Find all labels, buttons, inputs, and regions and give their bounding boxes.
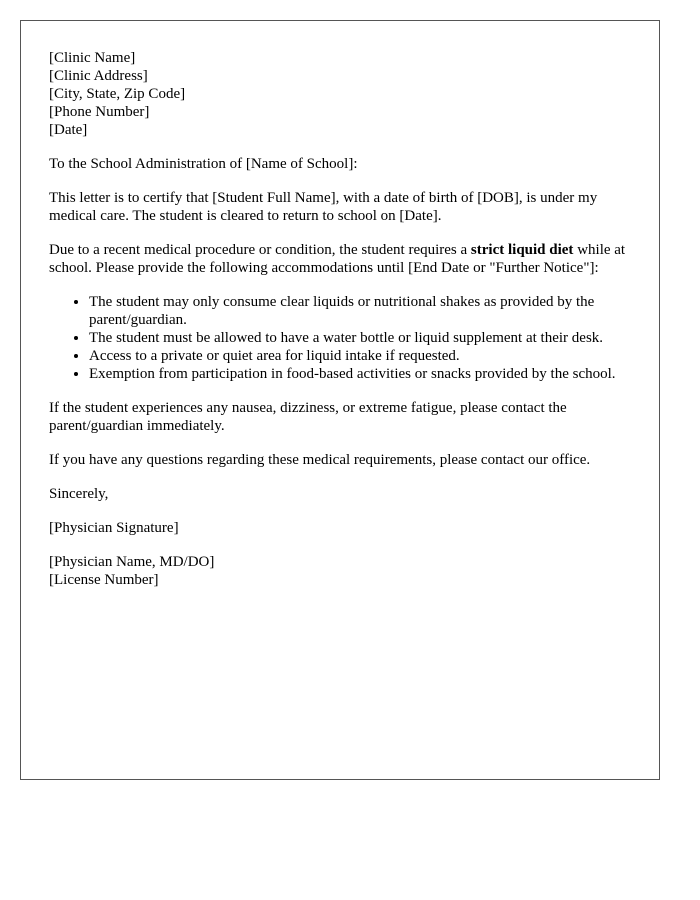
letter-date: [Date]	[49, 122, 88, 138]
symptoms-paragraph: If the student experiences any nausea, dizziness, or extreme fatigue, please contact the parent/guardian immediately.	[49, 400, 567, 434]
license-number: [License Number]	[49, 572, 159, 588]
accommodations-list	[49, 293, 639, 383]
diet-emphasis: strict liquid diet	[470, 242, 574, 258]
letter-page	[20, 20, 660, 780]
list-item: • The student must be allowed to have a water bottle or liquid supplement at their desk.	[89, 329, 639, 347]
questions-paragraph: If you have any questions regarding these medical requirements, please contact our office.	[49, 452, 591, 468]
certification-paragraph: This letter is to certify that [Student Full Name], with a date of birth of [DOB], is under my medical care. The student is cleared to return to school on [Date].	[49, 190, 598, 224]
diet-text-before: Due to a recent medical procedure or condition, the student requires a	[49, 242, 471, 258]
clinic-city-state-zip: [City, State, Zip Code]	[49, 86, 186, 102]
physician-signature: [Physician Signature]	[49, 520, 179, 536]
clinic-phone: [Phone Number]	[49, 104, 150, 120]
diet-text-after: while at school. Please provide the following accommodations until [End Date or "Further Notice"]:	[49, 242, 626, 276]
diet-requirement-paragraph	[49, 241, 639, 277]
closing: Sincerely,	[49, 486, 109, 502]
letter-content	[49, 49, 639, 589]
clinic-name: [Clinic Name]	[49, 50, 136, 66]
clinic-address: [Clinic Address]	[49, 68, 148, 84]
letterhead	[49, 49, 639, 139]
list-item: • Exemption from participation in food-based activities or snacks provided by the school.	[89, 365, 639, 383]
salutation: To the School Administration of [Name of School]:	[49, 156, 358, 172]
list-item: • Access to a private or quiet area for liquid intake if requested.	[89, 347, 639, 365]
physician-info	[49, 553, 639, 589]
list-item: • The student may only consume clear liquids or nutritional shakes as provided by the parent/guardian.	[89, 293, 639, 329]
physician-name: [Physician Name, MD/DO]	[49, 554, 215, 570]
